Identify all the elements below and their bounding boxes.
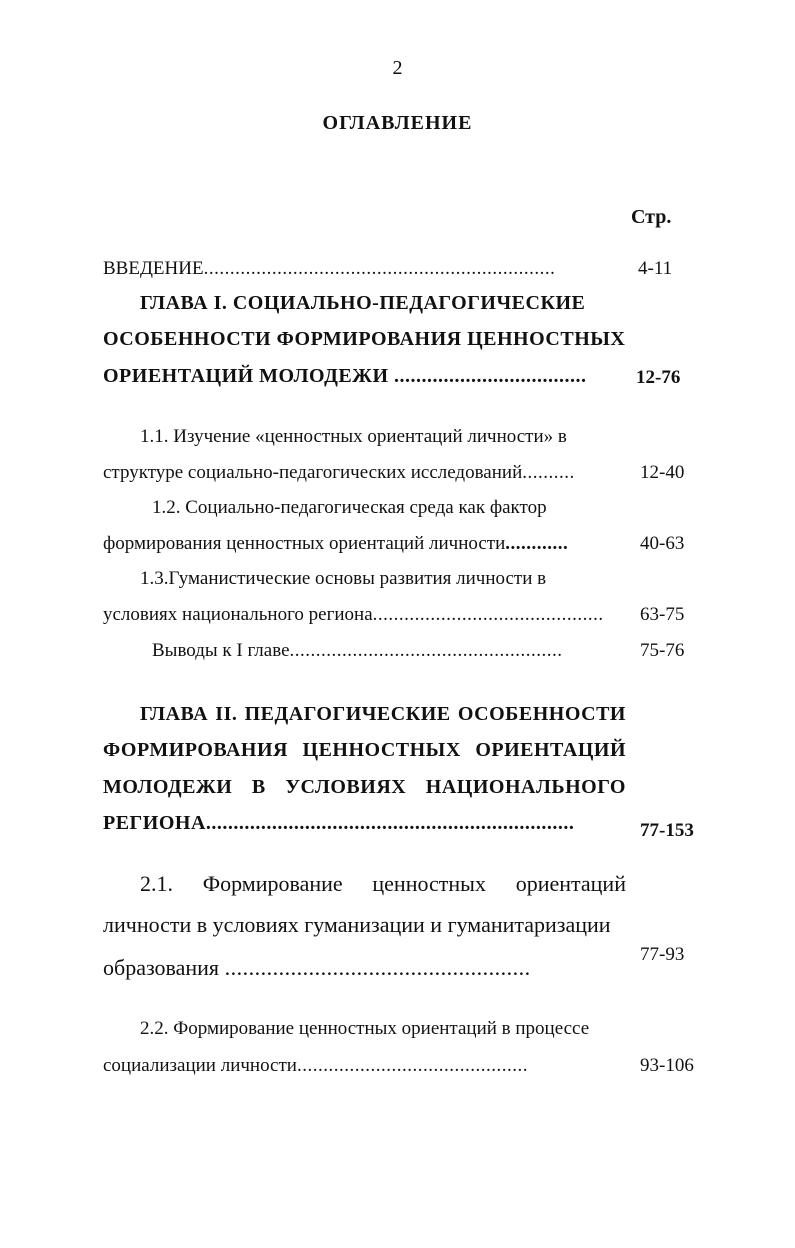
- section-2-1-word: 2.1.: [140, 871, 173, 896]
- toc-leader-dots: ............................................: [372, 604, 604, 625]
- toc-entry-label: формирования ценностных ориентаций личности: [103, 533, 506, 554]
- toc-page-ref: 4-11: [638, 258, 673, 279]
- chapter-1-title-line3: [103, 365, 587, 388]
- section-1-2-line1: 1.2. Социально-педагогическая среда как фактор: [152, 497, 547, 518]
- chapter-2-word: ЦЕННОСТНЫХ: [302, 739, 461, 761]
- section-2-1-line3: [103, 955, 531, 981]
- toc-page-ref: 75-76: [640, 640, 685, 661]
- section-1-3-line2: [103, 604, 604, 626]
- chapter-2-word: ФОРМИРОВАНИЯ: [103, 739, 288, 761]
- chapter-2-title-line2: [103, 739, 626, 762]
- toc-leader-dots: ....................................................: [289, 640, 563, 661]
- chapter-2-word: НАЦИОНАЛЬНОГО: [425, 776, 626, 798]
- chapter-1-title-line2: ОСОБЕННОСТИ ФОРМИРОВАНИЯ ЦЕННОСТНЫХ: [103, 328, 626, 350]
- toc-leader-dots: ............................................: [296, 1055, 528, 1076]
- section-1-1-line2: [103, 462, 575, 484]
- chapter-1-title-line1: ГЛАВА I. СОЦИАЛЬНО-ПЕДАГОГИЧЕСКИЕ: [140, 292, 586, 314]
- section-2-2-line1: 2.2. Формирование ценностных ориентаций в процессе: [140, 1018, 590, 1039]
- toc-entry-label: РЕГИОНА: [103, 812, 206, 834]
- section-1-1-line1: 1.1. Изучение «ценностных ориентаций личности» в: [140, 426, 567, 447]
- section-2-1-line1: [140, 871, 626, 897]
- toc-leader-dots: ...................................................: [224, 955, 531, 980]
- toc-entry-label: образования: [103, 955, 220, 980]
- chapter-2-title-line4: [103, 812, 574, 835]
- chapter-2-word: II.: [215, 703, 238, 725]
- toc-page-ref: 40-63: [640, 533, 685, 554]
- section-2-1-word: ориентаций: [515, 871, 626, 896]
- toc-entry-label: Выводы к I главе: [152, 640, 290, 661]
- toc-entry-intro: [103, 258, 555, 280]
- toc-page-ref: 12-40: [640, 462, 685, 483]
- chapter-2-word: ПЕДАГОГИЧЕСКИЕ: [244, 703, 451, 725]
- section-1-3-line1: 1.3.Гуманистические основы развития личности в: [140, 568, 547, 589]
- toc-page-ref: 93-106: [640, 1055, 694, 1076]
- chapter-2-title-line1: [140, 703, 626, 726]
- chapter-2-word: В: [251, 776, 266, 798]
- toc-entry-label: условиях национального региона: [103, 604, 373, 625]
- section-2-1-line2: личности в условиях гуманизации и гуманитаризации: [103, 912, 611, 937]
- page-number: 2: [392, 57, 403, 79]
- section-2-1-word: ценностных: [372, 871, 486, 896]
- toc-leader-dots: ............: [505, 533, 569, 554]
- toc-leader-dots: ...................................................................: [203, 258, 556, 279]
- chapter-2-word: МОЛОДЕЖИ: [103, 776, 233, 798]
- toc-entry-label: ОРИЕНТАЦИЙ МОЛОДЕЖИ: [103, 365, 389, 387]
- toc-leader-dots: ...................................: [394, 365, 587, 387]
- page-title: ОГЛАВЛЕНИЕ: [322, 112, 473, 134]
- section-2-2-line2: [103, 1055, 528, 1077]
- section-2-1-word: Формирование: [202, 871, 343, 896]
- toc-entry-chapter-1-conclusions: [152, 640, 563, 662]
- page-column-header: Стр.: [631, 206, 672, 228]
- toc-page-ref: 77-153: [640, 820, 694, 841]
- toc-page-ref: 77-93: [640, 944, 685, 965]
- toc-entry-label: структуре социально-педагогических исследований: [103, 462, 523, 483]
- toc-page-ref: 63-75: [640, 604, 685, 625]
- chapter-2-word: ГЛАВА: [140, 703, 209, 725]
- chapter-2-word: ОСОБЕННОСТИ: [457, 703, 626, 725]
- toc-entry-label: социализации личности: [103, 1055, 297, 1076]
- chapter-2-word: УСЛОВИЯХ: [285, 776, 407, 798]
- toc-page-ref: 12-76: [636, 367, 681, 388]
- chapter-2-word: ОРИЕНТАЦИЙ: [475, 739, 626, 761]
- toc-entry-label: ВВЕДЕНИЕ: [103, 258, 204, 279]
- toc-leader-dots: ...................................................................: [205, 812, 575, 834]
- chapter-2-title-line3: [103, 776, 626, 799]
- section-1-2-line2: [103, 533, 568, 555]
- toc-leader-dots: ..........: [522, 462, 575, 483]
